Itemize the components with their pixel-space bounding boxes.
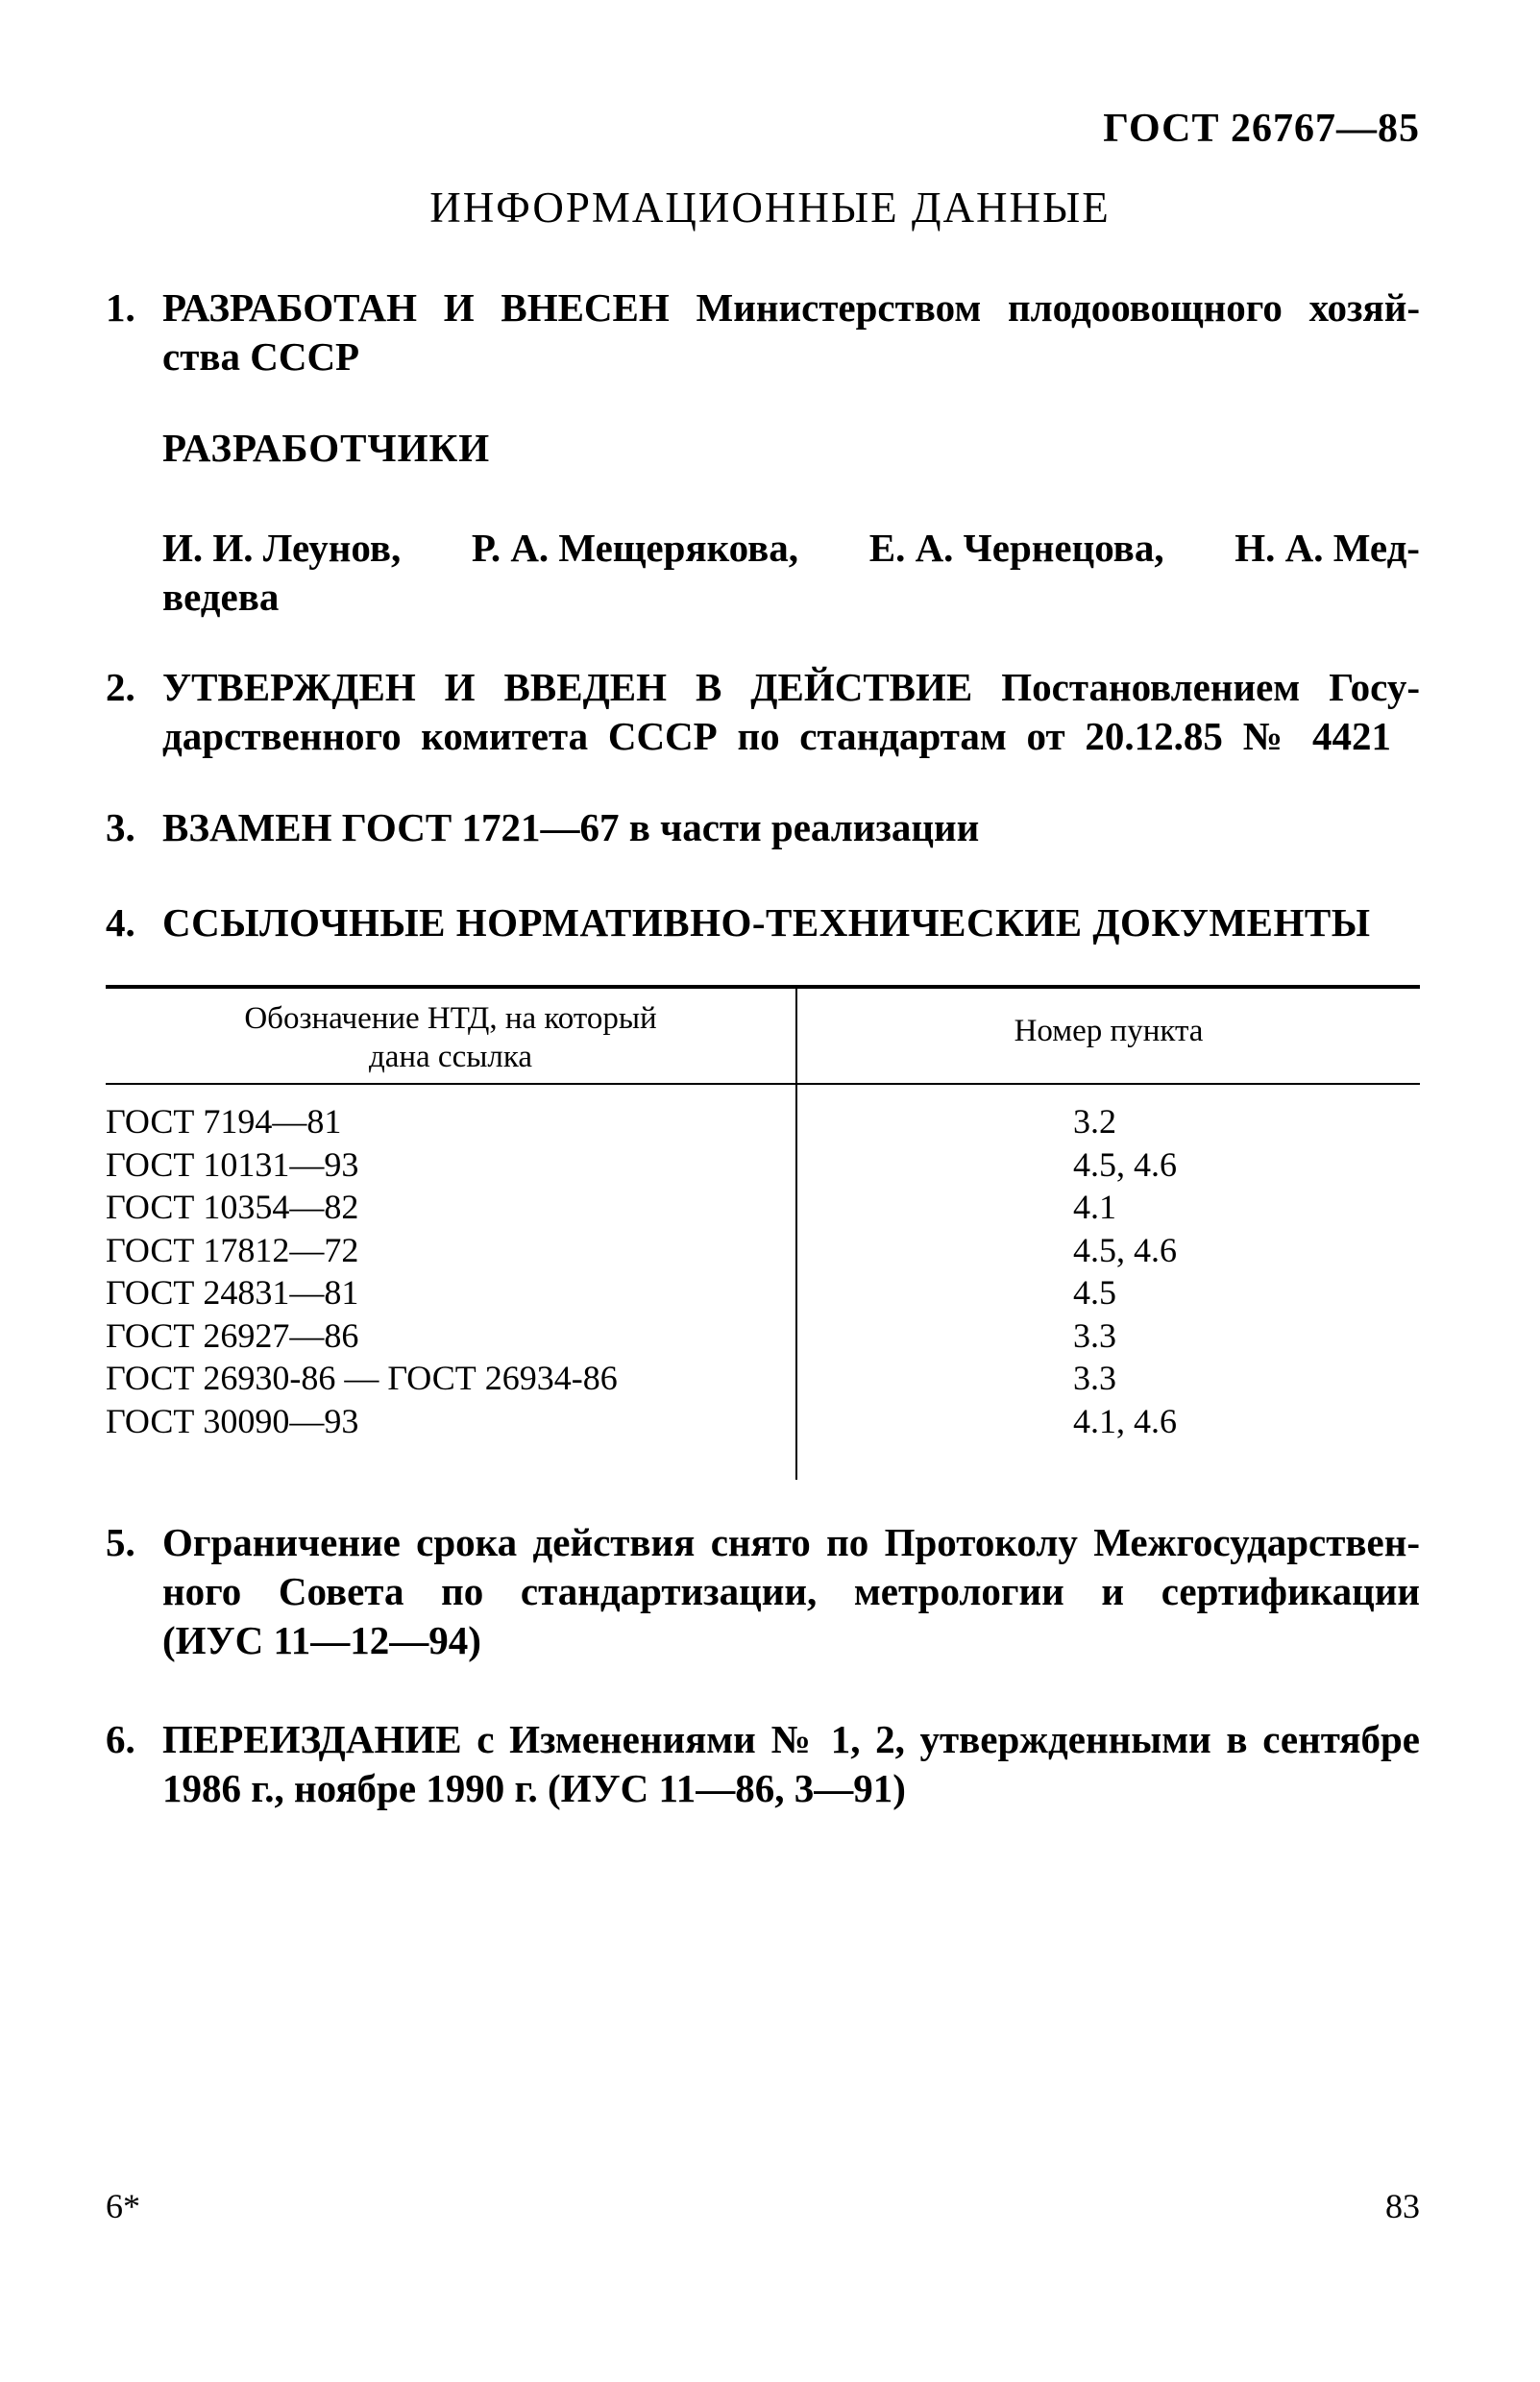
- item-1-line-1: РАЗРАБОТАН И ВНЕСЕН Министерством плодоовощного хозяй-: [162, 285, 1420, 330]
- item-1-number: 1.: [106, 285, 135, 330]
- table-top-rule: [106, 985, 1420, 989]
- table-cell-document: ГОСТ 17812—72: [106, 1230, 359, 1269]
- developer-name: Н. А. Мед-: [1234, 526, 1420, 570]
- item-2-line-2: дарственного комитета СССР по стандартам от 20.12.85 № 4421: [162, 714, 1391, 758]
- table-cell-document: ГОСТ 24831—81: [106, 1273, 359, 1312]
- item-5: [106, 1518, 1420, 1665]
- table-cell-clause: 4.5, 4.6: [1073, 1230, 1177, 1269]
- item-5-text: [106, 1518, 1420, 1665]
- item-5-number: 5.: [106, 1520, 135, 1564]
- developers-heading: РАЗРАБОТЧИКИ: [162, 426, 491, 470]
- table-header-document-line-1: Обозначение НТД, на который: [244, 1001, 657, 1036]
- table-cell-clause: 4.5: [1073, 1273, 1116, 1312]
- standard-code: ГОСТ 26767—85: [1103, 107, 1420, 151]
- page-number: 83: [1385, 2187, 1420, 2225]
- item-4-number: 4.: [106, 900, 135, 945]
- item-4-text: ССЫЛОЧНЫЕ НОРМАТИВНО-ТЕХНИЧЕСКИЕ ДОКУМЕНТЫ: [162, 900, 1371, 945]
- signature-mark: 6*: [106, 2187, 140, 2225]
- table-cell-document: ГОСТ 7194—81: [106, 1102, 342, 1141]
- table-cell-clause: 3.3: [1073, 1315, 1116, 1355]
- item-6-line-1: ПЕРЕИЗДАНИЕ с Изменениями № 1, 2, утвержденными в сентябре: [162, 1717, 1420, 1761]
- item-1: [106, 283, 1420, 381]
- item-2-text: [106, 663, 1420, 761]
- item-2: [106, 663, 1420, 761]
- table-cell-document: ГОСТ 26927—86: [106, 1315, 359, 1355]
- table-cell-document: ГОСТ 26930-86 — ГОСТ 26934-86: [106, 1359, 618, 1397]
- table-cell-document: ГОСТ 30090—93: [106, 1401, 359, 1440]
- developer-name: Р. А. Мещерякова,: [471, 526, 799, 570]
- page-title: ИНФОРМАЦИОННЫЕ ДАННЫЕ: [429, 184, 1111, 232]
- developer-name: И. И. Леунов,: [162, 526, 402, 570]
- item-5-line-3: (ИУС 11—12—94): [162, 1618, 481, 1662]
- developer-name-continuation: ведева: [162, 575, 280, 619]
- table-column-divider: [795, 987, 797, 1480]
- table-column-clauses: [1073, 1100, 1400, 1442]
- item-1-line-2: ства СССР: [162, 334, 360, 379]
- item-6-text: [106, 1715, 1420, 1813]
- table-cell-clause: 4.1: [1073, 1188, 1116, 1226]
- item-5-line-2: ного Совета по стандартизации, метрологии и сертификации: [162, 1569, 1420, 1613]
- table-column-documents: [106, 1100, 778, 1442]
- developer-name: Е. А. Чернецова,: [868, 526, 1164, 570]
- item-3: [106, 803, 1420, 852]
- item-6-line-2: 1986 г., ноябре 1990 г. (ИУС 11—86, 3—91): [162, 1766, 906, 1810]
- item-6: [106, 1715, 1420, 1813]
- item-4: [106, 898, 1420, 947]
- item-6-number: 6.: [106, 1717, 135, 1761]
- developers-list: [162, 524, 1420, 622]
- table-cell-document: ГОСТ 10131—93: [106, 1144, 359, 1184]
- table-header-rule: [106, 1083, 1420, 1085]
- table-cell-clause: 3.3: [1073, 1359, 1116, 1397]
- table-header-document-line-2: дана ссылка: [368, 1040, 533, 1074]
- table-header-document: [106, 999, 795, 1076]
- item-2-line-1: УТВЕРЖДЕН И ВВЕДЕН В ДЕЙСТВИЕ Постановлением Госу-: [162, 665, 1420, 709]
- table-header-clause: Номер пункта: [1014, 1014, 1204, 1048]
- table-cell-clause: 4.5, 4.6: [1073, 1144, 1177, 1184]
- table-cell-clause: 4.1, 4.6: [1073, 1401, 1177, 1440]
- item-5-line-1: Ограничение срока действия снято по Протоколу Межгосударствен-: [162, 1520, 1420, 1564]
- table-cell-clause: 3.2: [1073, 1102, 1116, 1141]
- item-3-number: 3.: [106, 805, 135, 849]
- item-2-number: 2.: [106, 665, 135, 709]
- item-3-text: ВЗАМЕН ГОСТ 1721—67 в части реализации: [162, 805, 980, 849]
- table-cell-document: ГОСТ 10354—82: [106, 1188, 359, 1226]
- item-1-text: [106, 283, 1420, 381]
